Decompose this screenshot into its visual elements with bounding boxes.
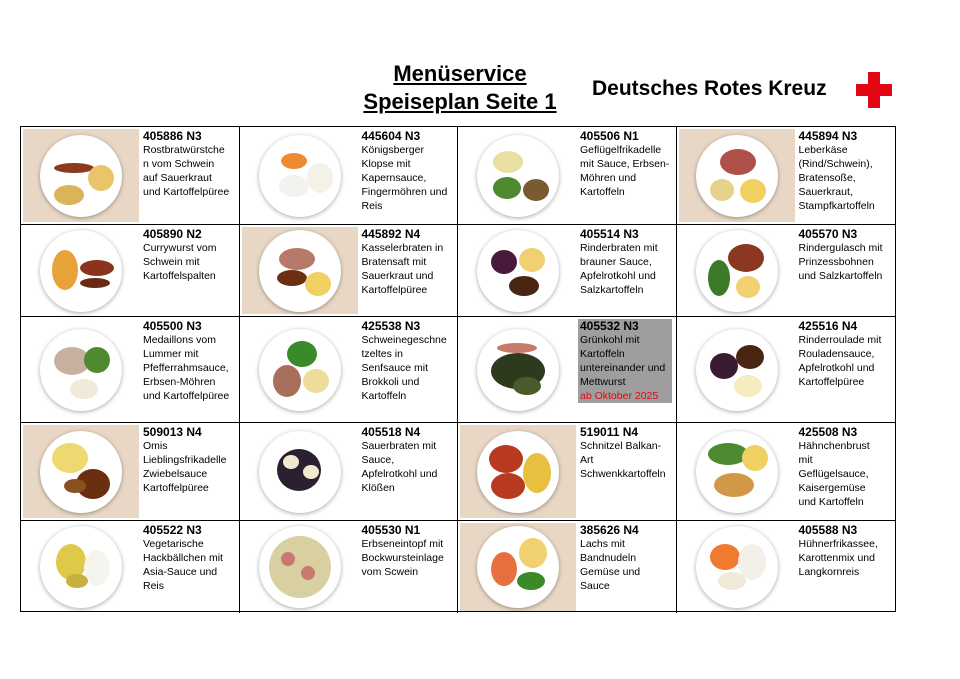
dish-photo — [23, 129, 139, 222]
menu-item-text — [578, 319, 672, 403]
plate-image — [259, 329, 341, 411]
menu-item-description: Hühnerfrikassee, Karottenmix und Langkornreis — [798, 538, 878, 578]
menu-item — [240, 127, 459, 225]
dish-photo — [679, 319, 795, 420]
menu-item-code: 405886 N3 — [143, 129, 202, 143]
menu-item-description: Grünkohl mit Kartoffeln untereinander und Mettwurst — [580, 334, 666, 388]
menu-item-code: 445604 N3 — [361, 129, 421, 143]
menu-item — [458, 423, 677, 521]
menu-item-text — [799, 227, 894, 283]
menu-item-description: Geflügelfrikadelle mit Sauce, Erbsen- Möhren und Kartoffeln — [580, 144, 670, 198]
dish-photo — [23, 319, 139, 420]
menu-item-text — [362, 523, 456, 579]
menu-item — [677, 423, 896, 521]
dish-photo — [460, 523, 576, 611]
plate-image — [477, 526, 559, 608]
dish-photo — [242, 523, 358, 611]
menu-item-text — [362, 227, 456, 297]
dish-photo — [23, 425, 139, 518]
menu-item-text — [580, 227, 674, 297]
plate-image — [40, 329, 122, 411]
plate-image — [259, 135, 341, 217]
menu-item-code: 405500 N3 — [143, 319, 202, 333]
menu-item-description: Schweinegeschne tzeltes in Senfsauce mit Brokkoli und Kartoffeln — [361, 334, 447, 402]
menu-item-code: 425538 N3 — [361, 319, 421, 333]
menu-item-text — [799, 425, 894, 509]
menu-item-note: ab Oktober 2025 — [580, 390, 659, 402]
menu-item-text — [143, 523, 237, 593]
menu-item — [677, 317, 896, 423]
menu-item-description: Currywurst vom Schwein mit Kartoffelspalten — [143, 242, 217, 282]
menu-item — [21, 127, 240, 225]
menu-item-code: 405514 N3 — [580, 227, 639, 241]
menu-item — [21, 317, 240, 423]
plate-image — [696, 431, 778, 513]
plate-image — [696, 230, 778, 312]
menu-item — [677, 127, 896, 225]
dish-photo — [460, 425, 576, 518]
menu-item-code: 385626 N4 — [580, 523, 639, 537]
dish-photo — [242, 227, 358, 314]
menu-item-code: 425516 N4 — [798, 319, 858, 333]
dish-photo — [242, 425, 358, 518]
menu-item-description: Leberkäse (Rind/Schwein), Bratensoße, Sauerkraut, Stampfkartoffeln — [798, 144, 875, 212]
menu-item-code: 509013 N4 — [143, 425, 202, 439]
menu-item — [240, 521, 459, 613]
plate-image — [40, 431, 122, 513]
dish-photo — [679, 227, 795, 314]
menu-item — [458, 317, 677, 423]
plate-image — [40, 526, 122, 608]
menu-item-text — [143, 319, 237, 403]
menu-item-description: Vegetarische Hackbällchen mit Asia-Sauce und Reis — [143, 538, 223, 592]
plate-image — [696, 526, 778, 608]
dish-photo — [679, 425, 795, 518]
menu-item-text — [362, 319, 456, 403]
menu-item — [21, 423, 240, 521]
menu-item-code: 405588 N3 — [798, 523, 858, 537]
org-name: Deutsches Rotes Kreuz — [592, 77, 827, 100]
plate-image — [40, 230, 122, 312]
menu-item-text — [143, 425, 237, 495]
menu-item — [240, 317, 459, 423]
menu-item-text — [799, 319, 894, 389]
menu-item-code: 405518 N4 — [361, 425, 421, 439]
menu-item-text — [143, 227, 237, 283]
menu-item — [677, 521, 896, 613]
dish-photo — [23, 523, 139, 611]
menu-item-text — [580, 129, 674, 199]
menu-item-code: 405530 N1 — [361, 523, 421, 537]
menu-item — [458, 521, 677, 613]
menu-item-text — [799, 129, 894, 213]
dish-photo — [460, 129, 576, 222]
page-subtitle: Speiseplan Seite 1 — [363, 89, 557, 114]
plate-image — [259, 230, 341, 312]
title-block — [340, 60, 580, 116]
menu-item-description: Königsberger Klopse mit Kapernsauce, Fingermöhren und Reis — [361, 144, 448, 212]
dish-photo — [242, 129, 358, 222]
menu-item — [21, 521, 240, 613]
red-cross-logo — [856, 72, 892, 108]
menu-item-description: Rostbratwürstche n vom Schwein auf Sauerkraut und Kartoffelpüree — [143, 144, 230, 198]
plate-image — [696, 329, 778, 411]
menu-item-description: Omis Lieblingsfrikadelle Zwiebelsauce Kartoffelpüree — [143, 440, 227, 494]
dish-photo — [242, 319, 358, 420]
menu-item-description: Sauerbraten mit Sauce, Apfelrotkohl und Klößen — [361, 440, 438, 494]
menu-item-code: 405890 N2 — [143, 227, 202, 241]
menu-item-description: Hähnchenbrust mit Geflügelsauce, Kaisergemüse und Kartoffeln — [798, 440, 870, 508]
menu-item-description: Medaillons vom Lummer mit Pfefferrahmsauce, Erbsen-Möhren und Kartoffelpüree — [143, 334, 230, 402]
menu-item-text — [362, 129, 456, 213]
menu-item-code: 445892 N4 — [361, 227, 421, 241]
menu-item-text — [580, 523, 674, 593]
menu-item-code: 519011 N4 — [580, 425, 639, 439]
menu-item-description: Kasselerbraten in Bratensaft mit Sauerkraut und Kartoffelpüree — [361, 242, 444, 296]
dish-photo — [460, 319, 576, 420]
plate-image — [477, 329, 559, 411]
plate-image — [696, 135, 778, 217]
dish-photo — [23, 227, 139, 314]
page-title: Menüservice — [393, 61, 527, 86]
plate-image — [477, 431, 559, 513]
menu-item-description: Schnitzel Balkan- Art Schwenkkartoffeln — [580, 440, 666, 480]
menu-item-code: 405522 N3 — [143, 523, 202, 537]
menu-item — [21, 225, 240, 317]
plate-image — [259, 431, 341, 513]
menu-item-code: 405532 N3 — [580, 319, 639, 333]
menu-item-text — [799, 523, 894, 579]
menu-item-code: 425508 N3 — [798, 425, 858, 439]
menu-item-description: Rinderroulade mit Rouladensauce, Apfelrotkohl und Kartoffelpüree — [798, 334, 882, 388]
menu-item-text — [580, 425, 674, 481]
dish-photo — [679, 523, 795, 611]
menu-item-description: Erbseneintopf mit Bockwursteinlage vom Scwein — [361, 538, 444, 578]
dish-photo — [460, 227, 576, 314]
menu-item-description: Rindergulasch mit Prinzessbohnen und Salzkartoffeln — [798, 242, 883, 282]
menu-item-code: 405570 N3 — [798, 227, 858, 241]
menu-item-text — [143, 129, 237, 199]
menu-item — [458, 127, 677, 225]
plate-image — [477, 230, 559, 312]
menu-grid — [20, 126, 896, 612]
menu-item-code: 445894 N3 — [798, 129, 858, 143]
menu-item — [240, 423, 459, 521]
menu-item-description: Lachs mit Bandnudeln Gemüse und Sauce — [580, 538, 641, 592]
menu-item-code: 405506 N1 — [580, 129, 639, 143]
menu-item — [677, 225, 896, 317]
plate-image — [477, 135, 559, 217]
plate-image — [40, 135, 122, 217]
plate-image — [259, 526, 341, 608]
menu-item-description: Rinderbraten mit brauner Sauce, Apfelrotkohl und Salzkartoffeln — [580, 242, 658, 296]
dish-photo — [679, 129, 795, 222]
menu-item-text — [362, 425, 456, 495]
menu-item — [240, 225, 459, 317]
menu-item — [458, 225, 677, 317]
